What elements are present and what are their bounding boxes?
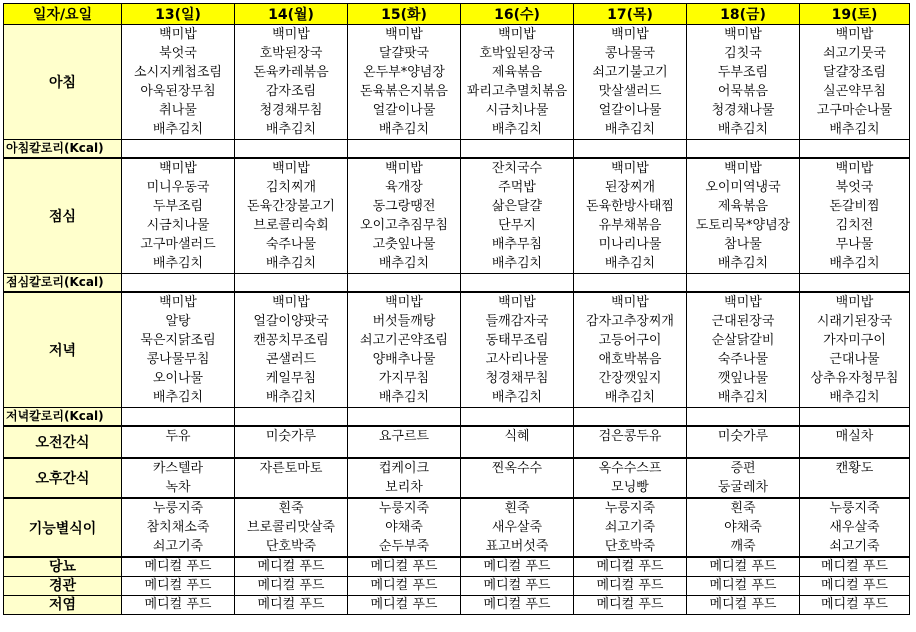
diet-cell: 메디컬 푸드 bbox=[122, 557, 235, 577]
diet-cell: 메디컬 푸드 bbox=[461, 577, 574, 596]
menu-item: 배추김치 bbox=[717, 390, 769, 405]
calorie-cell bbox=[574, 408, 687, 427]
menu-cell bbox=[235, 158, 348, 274]
menu-cell bbox=[461, 498, 574, 557]
calorie-cell bbox=[348, 408, 461, 427]
row-label: 점심칼로리(Kcal) bbox=[4, 274, 122, 293]
menu-item: 쇠고기죽 bbox=[604, 520, 656, 535]
calorie-cell bbox=[348, 140, 461, 159]
menu-item: 두유 bbox=[165, 429, 191, 444]
menu-item: 단호박죽 bbox=[604, 539, 656, 554]
menu-cell bbox=[461, 158, 574, 274]
header-row bbox=[4, 4, 910, 25]
diabetes-row bbox=[4, 557, 910, 577]
row-label: 아침 bbox=[4, 25, 122, 140]
menu-item: 케일무침 bbox=[265, 371, 317, 386]
menu-cell bbox=[574, 25, 687, 140]
menu-item: 알탕 bbox=[165, 314, 191, 329]
menu-cell bbox=[687, 426, 800, 458]
row-label: 오전간식 bbox=[4, 426, 122, 458]
menu-item: 백미밥 bbox=[611, 27, 649, 42]
menu-item: 시래기된장국 bbox=[816, 314, 893, 329]
menu-item: 배추김치 bbox=[604, 256, 656, 271]
menu-item: 잔치국수 bbox=[491, 161, 543, 176]
menu-item: 요구르트 bbox=[378, 429, 430, 444]
menu-cell bbox=[461, 292, 574, 408]
menu-cell bbox=[122, 458, 235, 498]
low-salt-row bbox=[4, 596, 910, 615]
menu-item: 참치채소죽 bbox=[146, 520, 210, 535]
diet-cell: 메디컬 푸드 bbox=[574, 557, 687, 577]
diet-cell: 메디컬 푸드 bbox=[800, 577, 910, 596]
diet-cell: 메디컬 푸드 bbox=[574, 577, 687, 596]
calorie-cell bbox=[800, 140, 910, 159]
menu-cell bbox=[687, 498, 800, 557]
menu-item: 얼갈이나물 bbox=[372, 103, 436, 118]
calorie-cell bbox=[687, 274, 800, 293]
menu-item: 콩나물무침 bbox=[146, 352, 210, 367]
menu-cell bbox=[122, 25, 235, 140]
afternoon-snack-row bbox=[4, 458, 910, 498]
menu-item: 백미밥 bbox=[385, 295, 423, 310]
calorie-cell bbox=[122, 408, 235, 427]
menu-item: 백미밥 bbox=[272, 27, 310, 42]
menu-item: 배추김치 bbox=[829, 256, 880, 271]
menu-item: 얼갈이나물 bbox=[598, 103, 662, 118]
menu-cell bbox=[348, 292, 461, 408]
menu-item: 숙주나물 bbox=[265, 237, 317, 252]
menu-item: 쇠고기불고기 bbox=[592, 65, 668, 80]
menu-item: 미나리나물 bbox=[598, 237, 662, 252]
menu-item: 배추김치 bbox=[378, 390, 430, 405]
menu-item: 달걀팟국 bbox=[378, 46, 430, 61]
menu-item: 컵케이크 bbox=[378, 461, 430, 476]
menu-item: 도토리묵*양념장 bbox=[695, 218, 791, 233]
menu-item: 주먹밥 bbox=[498, 180, 536, 195]
menu-item: 미숫가루 bbox=[717, 429, 769, 444]
menu-item: 두부조림 bbox=[717, 65, 769, 80]
menu-item: 보리차 bbox=[385, 480, 423, 495]
menu-item: 매실차 bbox=[835, 429, 874, 444]
diet-cell: 메디컬 푸드 bbox=[687, 557, 800, 577]
menu-item: 꽈리고추멸치볶음 bbox=[466, 84, 568, 99]
menu-item: 누룽지죽 bbox=[152, 501, 204, 516]
menu-item: 배추김치 bbox=[265, 256, 317, 271]
menu-item: 숙주나물 bbox=[717, 352, 769, 367]
diet-cell: 메디컬 푸드 bbox=[800, 596, 910, 615]
menu-item: 백미밥 bbox=[159, 27, 197, 42]
menu-item: 콩나물국 bbox=[604, 46, 656, 61]
menu-item: 백미밥 bbox=[611, 161, 649, 176]
menu-cell bbox=[348, 25, 461, 140]
day-header: 14(월) bbox=[235, 4, 348, 25]
calorie-cell bbox=[687, 140, 800, 159]
menu-item: 둥굴레차 bbox=[717, 480, 769, 495]
menu-cell bbox=[800, 498, 910, 557]
diet-cell: 메디컬 푸드 bbox=[687, 596, 800, 615]
menu-cell bbox=[574, 458, 687, 498]
menu-item: 쇠고기죽 bbox=[829, 539, 880, 554]
menu-cell bbox=[235, 498, 348, 557]
menu-item: 김치전 bbox=[835, 218, 874, 233]
breakfast-row bbox=[4, 25, 910, 140]
row-label: 경관 bbox=[4, 577, 122, 596]
menu-item: 배추김치 bbox=[491, 122, 543, 137]
diet-cell: 메디컬 푸드 bbox=[348, 577, 461, 596]
menu-item: 북엇국 bbox=[159, 46, 197, 61]
menu-item: 새우살죽 bbox=[491, 520, 543, 535]
menu-item: 백미밥 bbox=[385, 161, 423, 176]
diet-cell: 메디컬 푸드 bbox=[122, 577, 235, 596]
menu-item: 시금치나물 bbox=[485, 103, 549, 118]
weekly-menu-table bbox=[3, 3, 910, 615]
row-label: 점심 bbox=[4, 158, 122, 274]
menu-item: 배추김치 bbox=[829, 122, 880, 137]
diet-cell: 메디컬 푸드 bbox=[461, 596, 574, 615]
menu-cell bbox=[122, 292, 235, 408]
menu-cell bbox=[122, 158, 235, 274]
menu-item: 무나물 bbox=[835, 237, 874, 252]
calorie-cell bbox=[235, 408, 348, 427]
menu-item: 배추김치 bbox=[378, 256, 430, 271]
menu-item: 모닝빵 bbox=[611, 480, 649, 495]
menu-cell bbox=[235, 458, 348, 498]
diet-cell: 메디컬 푸드 bbox=[122, 596, 235, 615]
menu-item: 증편 bbox=[730, 461, 756, 476]
menu-item: 흰죽 bbox=[730, 501, 756, 516]
day-header: 13(일) bbox=[122, 4, 235, 25]
menu-item: 가지무침 bbox=[378, 371, 430, 386]
menu-item: 상추유자청무침 bbox=[810, 371, 899, 386]
menu-item: 깻잎나물 bbox=[717, 371, 769, 386]
diet-cell: 메디컬 푸드 bbox=[687, 577, 800, 596]
menu-item: 흰죽 bbox=[278, 501, 304, 516]
menu-cell bbox=[122, 498, 235, 557]
menu-item: 백미밥 bbox=[724, 295, 762, 310]
menu-item: 검은콩두유 bbox=[598, 429, 662, 444]
menu-item: 돈육한방사태찜 bbox=[586, 199, 674, 214]
menu-item: 순살닭갈비 bbox=[711, 333, 775, 348]
menu-item: 단무지 bbox=[498, 218, 536, 233]
menu-cell bbox=[800, 458, 910, 498]
menu-item: 백미밥 bbox=[385, 27, 423, 42]
menu-cell bbox=[687, 292, 800, 408]
menu-item: 아욱된장무침 bbox=[140, 84, 216, 99]
row-label: 저녁 bbox=[4, 292, 122, 408]
menu-item: 백미밥 bbox=[159, 295, 197, 310]
menu-item: 순두부죽 bbox=[378, 539, 430, 554]
menu-item: 고사리나물 bbox=[485, 352, 549, 367]
menu-cell bbox=[574, 158, 687, 274]
menu-cell bbox=[348, 426, 461, 458]
menu-item: 누룽지죽 bbox=[378, 501, 430, 516]
menu-item: 삶은달걀 bbox=[491, 199, 543, 214]
menu-item: 김치찌개 bbox=[265, 180, 317, 195]
menu-item: 묵은지닭조림 bbox=[140, 333, 216, 348]
row-label: 기능별식이 bbox=[4, 498, 122, 557]
diet-cell: 메디컬 푸드 bbox=[800, 557, 910, 577]
menu-item: 된장찌개 bbox=[604, 180, 656, 195]
menu-item: 흰죽 bbox=[504, 501, 530, 516]
menu-item: 오이나물 bbox=[152, 371, 204, 386]
diet-cell: 메디컬 푸드 bbox=[574, 596, 687, 615]
menu-cell bbox=[687, 158, 800, 274]
menu-item: 캔꽁치무조림 bbox=[253, 333, 329, 348]
calorie-cell bbox=[687, 408, 800, 427]
menu-cell bbox=[800, 158, 910, 274]
menu-cell bbox=[348, 158, 461, 274]
menu-item: 들깨감자국 bbox=[485, 314, 549, 329]
menu-item: 콘샐러드 bbox=[265, 352, 317, 367]
day-header: 16(수) bbox=[461, 4, 574, 25]
menu-item: 백미밥 bbox=[835, 27, 874, 42]
calorie-cell bbox=[574, 274, 687, 293]
day-header: 19(토) bbox=[800, 4, 910, 25]
menu-item: 백미밥 bbox=[611, 295, 649, 310]
menu-item: 쇠고기뭇국 bbox=[823, 46, 886, 61]
menu-item: 양배추나물 bbox=[372, 352, 436, 367]
diet-cell: 메디컬 푸드 bbox=[348, 596, 461, 615]
menu-item: 돈갈비찜 bbox=[829, 199, 880, 214]
menu-item: 백미밥 bbox=[498, 27, 536, 42]
calorie-cell bbox=[800, 408, 910, 427]
menu-item: 백미밥 bbox=[272, 295, 310, 310]
row-label: 아침칼로리(Kcal) bbox=[4, 140, 122, 159]
menu-item: 미니우동국 bbox=[146, 180, 210, 195]
menu-item: 고등어구이 bbox=[598, 333, 662, 348]
menu-item: 단호박죽 bbox=[265, 539, 317, 554]
menu-item: 백미밥 bbox=[835, 295, 874, 310]
menu-item: 새우살죽 bbox=[829, 520, 880, 535]
menu-item: 김칫국 bbox=[724, 46, 762, 61]
menu-item: 배추무침 bbox=[491, 237, 543, 252]
calorie-cell bbox=[348, 274, 461, 293]
menu-item: 배추김치 bbox=[265, 122, 317, 137]
menu-cell bbox=[574, 292, 687, 408]
calorie-cell bbox=[461, 140, 574, 159]
menu-item: 배추김치 bbox=[717, 256, 769, 271]
lunch-row bbox=[4, 158, 910, 274]
menu-item: 북엇국 bbox=[835, 180, 874, 195]
menu-cell bbox=[800, 25, 910, 140]
menu-item: 백미밥 bbox=[724, 27, 762, 42]
menu-item: 감자조림 bbox=[265, 84, 317, 99]
menu-item: 옥수수스프 bbox=[598, 461, 662, 476]
breakfast-calorie-row bbox=[4, 140, 910, 159]
tube-feeding-row bbox=[4, 577, 910, 596]
menu-item: 쇠고기곤약조림 bbox=[360, 333, 448, 348]
menu-item: 근대나물 bbox=[829, 352, 880, 367]
menu-item: 자른토마토 bbox=[259, 461, 323, 476]
menu-item: 실곤약무침 bbox=[823, 84, 886, 99]
menu-item: 취나물 bbox=[159, 103, 197, 118]
menu-item: 배추김치 bbox=[604, 122, 656, 137]
menu-item: 어묵볶음 bbox=[717, 84, 769, 99]
menu-cell bbox=[348, 458, 461, 498]
corner-header: 일자/요일 bbox=[4, 4, 122, 25]
menu-item: 오이미역냉국 bbox=[705, 180, 781, 195]
menu-item: 백미밥 bbox=[498, 295, 536, 310]
menu-item: 소시지케첩조림 bbox=[134, 65, 222, 80]
menu-cell bbox=[687, 458, 800, 498]
menu-item: 참나물 bbox=[724, 237, 762, 252]
row-label: 당뇨 bbox=[4, 557, 122, 577]
calorie-cell bbox=[122, 274, 235, 293]
diet-cell: 메디컬 푸드 bbox=[235, 596, 348, 615]
calorie-cell bbox=[122, 140, 235, 159]
menu-item: 배추김치 bbox=[717, 122, 769, 137]
menu-item: 배추김치 bbox=[491, 390, 543, 405]
menu-item: 달걀장조림 bbox=[823, 65, 886, 80]
menu-item: 시금치나물 bbox=[146, 218, 210, 233]
menu-item: 온두부*양념장 bbox=[363, 65, 445, 80]
menu-item: 고구마샐러드 bbox=[140, 237, 216, 252]
menu-item: 돈육간장불고기 bbox=[247, 199, 335, 214]
calorie-cell bbox=[800, 274, 910, 293]
menu-item: 제육볶음 bbox=[717, 199, 769, 214]
calorie-cell bbox=[461, 408, 574, 427]
menu-item: 브로콜리숙회 bbox=[253, 218, 329, 233]
lunch-calorie-row bbox=[4, 274, 910, 293]
row-label: 오후간식 bbox=[4, 458, 122, 498]
menu-item: 찐옥수수 bbox=[491, 461, 543, 476]
menu-item: 브로콜리맛살죽 bbox=[247, 520, 335, 535]
menu-item: 육개장 bbox=[385, 180, 423, 195]
menu-item: 배추김치 bbox=[152, 390, 204, 405]
menu-item: 호박잎된장국 bbox=[479, 46, 555, 61]
menu-item: 쇠고기죽 bbox=[152, 539, 204, 554]
menu-item: 식혜 bbox=[504, 429, 530, 444]
dinner-row bbox=[4, 292, 910, 408]
row-label: 저녁칼로리(Kcal) bbox=[4, 408, 122, 427]
dinner-calorie-row bbox=[4, 408, 910, 427]
menu-cell bbox=[122, 426, 235, 458]
menu-item: 제육볶음 bbox=[491, 65, 543, 80]
row-label: 저염 bbox=[4, 596, 122, 615]
menu-item: 고구마순나물 bbox=[816, 103, 893, 118]
menu-item: 배추김치 bbox=[265, 390, 317, 405]
menu-cell bbox=[800, 292, 910, 408]
menu-item: 녹차 bbox=[165, 480, 191, 495]
menu-cell bbox=[800, 426, 910, 458]
menu-item: 돈육카레볶음 bbox=[253, 65, 329, 80]
menu-item: 버섯들깨탕 bbox=[372, 314, 436, 329]
menu-item: 동그랑땡전 bbox=[372, 199, 436, 214]
menu-item: 얼갈이양팟국 bbox=[253, 314, 329, 329]
menu-item: 백미밥 bbox=[159, 161, 197, 176]
menu-item: 청경채무침 bbox=[485, 371, 549, 386]
calorie-cell bbox=[235, 140, 348, 159]
menu-item: 오이고추짐무침 bbox=[360, 218, 448, 233]
diet-cell: 메디컬 푸드 bbox=[235, 557, 348, 577]
menu-item: 미숫가루 bbox=[265, 429, 317, 444]
menu-item: 고춧잎나물 bbox=[372, 237, 436, 252]
functional-diet-row bbox=[4, 498, 910, 557]
menu-item: 야채죽 bbox=[385, 520, 423, 535]
morning-snack-row bbox=[4, 426, 910, 458]
menu-cell bbox=[348, 498, 461, 557]
menu-item: 카스텔라 bbox=[152, 461, 204, 476]
menu-item: 청경채나물 bbox=[711, 103, 775, 118]
menu-item: 두부조림 bbox=[152, 199, 204, 214]
day-header: 15(화) bbox=[348, 4, 461, 25]
diet-cell: 메디컬 푸드 bbox=[348, 557, 461, 577]
menu-item: 배추김치 bbox=[378, 122, 430, 137]
menu-cell bbox=[461, 25, 574, 140]
menu-cell bbox=[235, 25, 348, 140]
calorie-cell bbox=[235, 274, 348, 293]
menu-item: 배추김치 bbox=[829, 390, 880, 405]
menu-item: 깨죽 bbox=[730, 539, 756, 554]
menu-cell bbox=[461, 426, 574, 458]
diet-cell: 메디컬 푸드 bbox=[235, 577, 348, 596]
menu-item: 감자고추장찌개 bbox=[586, 314, 674, 329]
menu-item: 근대된장국 bbox=[711, 314, 775, 329]
menu-item: 호박된장국 bbox=[259, 46, 323, 61]
calorie-cell bbox=[461, 274, 574, 293]
menu-item: 캔황도 bbox=[835, 461, 874, 476]
day-header: 18(금) bbox=[687, 4, 800, 25]
menu-item: 배추김치 bbox=[152, 122, 204, 137]
menu-cell bbox=[235, 292, 348, 408]
menu-cell bbox=[574, 498, 687, 557]
menu-cell bbox=[574, 426, 687, 458]
menu-item: 가자미구이 bbox=[823, 333, 886, 348]
menu-item: 배추김치 bbox=[491, 256, 543, 271]
menu-item: 백미밥 bbox=[272, 161, 310, 176]
menu-item: 누룽지죽 bbox=[604, 501, 656, 516]
menu-cell bbox=[461, 458, 574, 498]
diet-cell: 메디컬 푸드 bbox=[461, 557, 574, 577]
menu-item: 배추김치 bbox=[152, 256, 204, 271]
menu-item: 표고버섯죽 bbox=[485, 539, 549, 554]
day-header: 17(목) bbox=[574, 4, 687, 25]
menu-item: 배추김치 bbox=[604, 390, 656, 405]
menu-item: 애호박볶음 bbox=[598, 352, 662, 367]
menu-item: 백미밥 bbox=[835, 161, 874, 176]
menu-item: 백미밥 bbox=[724, 161, 762, 176]
menu-cell bbox=[235, 426, 348, 458]
menu-item: 맛살샐러드 bbox=[598, 84, 662, 99]
calorie-cell bbox=[574, 140, 687, 159]
menu-item: 동태무조림 bbox=[485, 333, 549, 348]
menu-item: 돈육볶은지볶음 bbox=[360, 84, 448, 99]
menu-item: 누룽지죽 bbox=[829, 501, 880, 516]
menu-item: 청경채무침 bbox=[259, 103, 323, 118]
menu-item: 간장깻잎지 bbox=[598, 371, 662, 386]
menu-cell bbox=[687, 25, 800, 140]
menu-item: 유부채볶음 bbox=[598, 218, 662, 233]
menu-item: 야채죽 bbox=[724, 520, 762, 535]
